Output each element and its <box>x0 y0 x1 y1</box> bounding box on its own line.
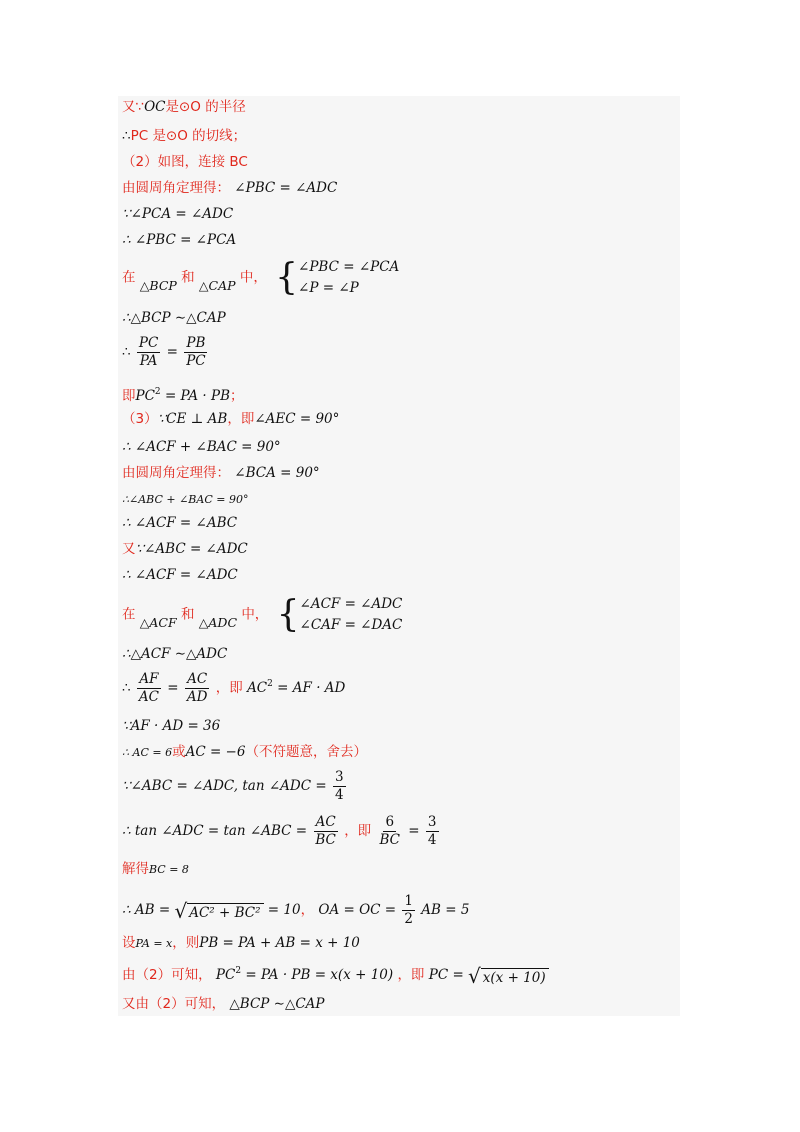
fraction: $\frac{6}{BC}$ <box>379 814 400 848</box>
proof-line-29: 又由（2）可知， △BCP ∼△CAP <box>122 996 325 1012</box>
proof-line-28: 由（2）可知， $PC^2$ = PA · PB = x(x + 10) ，即 PC = √ x(x + 10) <box>122 962 549 987</box>
equation-system: { ∠ACF = ∠ADC ∠CAF = ∠DAC <box>276 594 403 635</box>
proof-line-5: ∵∠PCA = ∠ADC <box>122 206 234 222</box>
proof-line-25: 解得BC = 8 <box>122 861 189 877</box>
proof-line-15: ∴ ∠ACF = ∠ABC <box>122 515 238 531</box>
proof-line-1: 又∵OC是⊙O 的半径 <box>122 99 246 115</box>
fraction: $\frac{1}{2}$ <box>404 893 413 927</box>
proof-line-8: ∴△BCP ∼△CAP <box>122 310 226 326</box>
fraction: $\frac{AF}{AC}$ <box>138 671 159 705</box>
fraction: $\frac{AC}{BC}$ <box>315 814 336 848</box>
fraction: $\frac{PC}{PA}$ <box>138 335 159 369</box>
proof-line-14: ∴∠ABC + ∠BAC = 90° <box>122 493 249 506</box>
square-root: √ AC² + BC² <box>174 900 263 922</box>
equation-system: { ∠PBC = ∠PCA ∠P = ∠P <box>275 257 400 298</box>
proof-line-11: （3）∵CE ⊥ AB，即∠AEC = 90° <box>122 411 340 427</box>
brace-symbol: { <box>275 257 299 298</box>
proof-line-2: ∴PC 是⊙O 的切线； <box>122 128 247 144</box>
proof-line-3: （2）如图，连接 BC <box>122 154 248 170</box>
proof-line-27: 设PA = x，则PB = PA + AB = x + 10 <box>122 935 360 951</box>
proof-line-24-fraction: ∴ tan ∠ADC = tan ∠ABC = $\frac{AC}{BC}$ ，即 $\frac{6}{BC}$ = $\frac{3}{4}$ <box>122 814 437 848</box>
radical-sign: √ <box>468 963 481 988</box>
proof-line-19: ∴△ACF ∼△ADC <box>122 646 228 662</box>
proof-line-4: 由圆周角定理得： ∠PBC = ∠ADC <box>122 180 338 196</box>
proof-line-18-system: 在 △ACF 和 △ADC 中， { ∠ACF = ∠ADC ∠CAF = ∠DAC <box>122 594 403 635</box>
fraction: $\frac{3}{4}$ <box>427 814 437 848</box>
proof-line-17: ∴ ∠ACF = ∠ADC <box>122 567 238 583</box>
proof-line-21: ∵AF · AD = 36 <box>122 718 221 734</box>
proof-line-12: ∴ ∠ACF + ∠BAC = 90° <box>122 439 281 455</box>
fraction: $\frac{AC}{AD}$ <box>186 671 208 705</box>
proof-line-22: ∴ AC = 6或AC = −6（不符题意，舍去） <box>122 744 367 760</box>
proof-line-7-system: 在 △BCP 和 △CAP 中， { ∠PBC = ∠PCA ∠P = ∠P <box>122 257 400 298</box>
proof-line-16: 又∵∠ABC = ∠ADC <box>122 541 248 557</box>
fraction: $\frac{PB}{PC}$ <box>186 335 206 369</box>
proof-line-26: ∴ AB = √ AC² + BC² = 10， OA = OC = $\frac{1}{2}$ AB = 5 <box>122 893 470 927</box>
proof-line-23-fraction: ∵∠ABC = ∠ADC, tan ∠ADC = $\frac{3}{4}$ <box>122 769 344 803</box>
proof-line-9-fraction: ∴ $\frac{PC}{PA}$ = $\frac{PB}{PC}$ <box>122 335 206 369</box>
proof-line-13: 由圆周角定理得： ∠BCA = 90° <box>122 465 320 481</box>
proof-line-20-fraction: ∴ $\frac{AF}{AC}$ = $\frac{AC}{AD}$ ，即 $AC^2$ = AF · AD <box>122 671 346 705</box>
proof-line-6: ∴ ∠PBC = ∠PCA <box>122 232 237 248</box>
fraction: $\frac{3}{4}$ <box>334 769 344 803</box>
radical-sign: √ <box>174 898 188 923</box>
square-root: √ x(x + 10) <box>468 965 549 987</box>
proof-line-10: 即$PC^2$ = PA · PB； <box>122 387 244 404</box>
brace-symbol: { <box>276 594 300 635</box>
